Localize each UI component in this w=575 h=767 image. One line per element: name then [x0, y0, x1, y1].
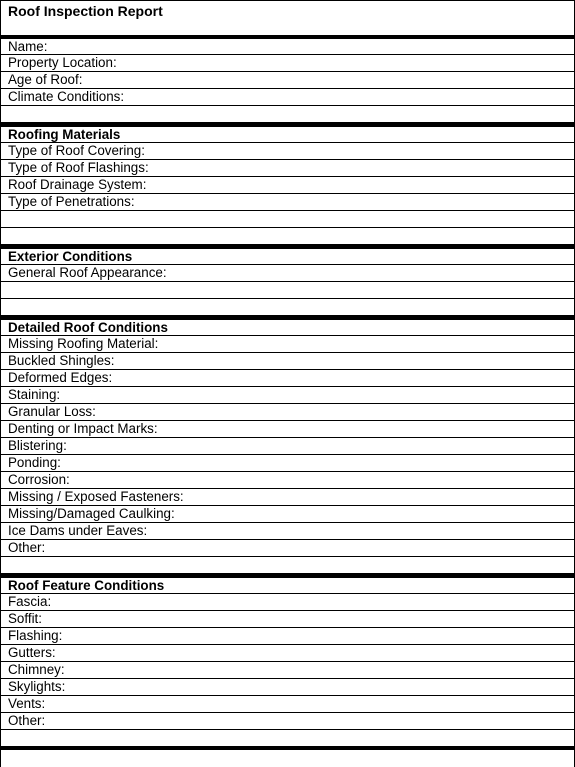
- section-exterior-conditions: [1, 245, 574, 316]
- form-field-row[interactable]: Type of Penetrations:: [1, 194, 574, 211]
- form-field-row[interactable]: Gutters:: [1, 645, 574, 662]
- form-field-row[interactable]: Skylights:: [1, 679, 574, 696]
- report-title: Roof Inspection Report: [8, 3, 163, 19]
- form-field-row[interactable]: Granular Loss:: [1, 404, 574, 421]
- blank-row[interactable]: [1, 557, 574, 574]
- form-field-row[interactable]: Vents:: [1, 696, 574, 713]
- section-header: Roofing Materials: [1, 126, 574, 143]
- form-sections: [1, 35, 574, 750]
- form-field-row[interactable]: Ponding:: [1, 455, 574, 472]
- section-general: [1, 35, 574, 123]
- blank-row[interactable]: [1, 299, 574, 316]
- form-field-row[interactable]: Corrosion:: [1, 472, 574, 489]
- form-field-row[interactable]: Climate Conditions:: [1, 89, 574, 106]
- section-roof-feature-conditions: [1, 574, 574, 747]
- form-field-row[interactable]: Ice Dams under Eaves:: [1, 523, 574, 540]
- form-field-row[interactable]: Other:: [1, 540, 574, 557]
- section-header: Exterior Conditions: [1, 248, 574, 265]
- form-field-row[interactable]: Flashing:: [1, 628, 574, 645]
- form-field-row[interactable]: Age of Roof:: [1, 72, 574, 89]
- form-field-row[interactable]: Blistering:: [1, 438, 574, 455]
- section-header: Detailed Roof Conditions: [1, 319, 574, 336]
- section-header: Roof Feature Conditions: [1, 577, 574, 594]
- blank-row[interactable]: [1, 282, 574, 299]
- form-field-row[interactable]: Other:: [1, 713, 574, 730]
- section-detailed-roof-conditions: [1, 316, 574, 574]
- form-field-row[interactable]: Fascia:: [1, 594, 574, 611]
- form-field-row[interactable]: Deformed Edges:: [1, 370, 574, 387]
- form-field-row[interactable]: Missing/Damaged Caulking:: [1, 506, 574, 523]
- blank-row[interactable]: [1, 730, 574, 747]
- form-field-row[interactable]: Buckled Shingles:: [1, 353, 574, 370]
- form-field-row[interactable]: Name:: [1, 38, 574, 55]
- blank-row[interactable]: [1, 106, 574, 123]
- form-field-row[interactable]: Soffit:: [1, 611, 574, 628]
- form-field-row[interactable]: General Roof Appearance:: [1, 265, 574, 282]
- blank-row[interactable]: [1, 228, 574, 245]
- section-divider: [1, 747, 574, 750]
- form-field-row[interactable]: Staining:: [1, 387, 574, 404]
- form-field-row[interactable]: Missing Roofing Material:: [1, 336, 574, 353]
- form-field-row[interactable]: Type of Roof Flashings:: [1, 160, 574, 177]
- form-field-row[interactable]: Roof Drainage System:: [1, 177, 574, 194]
- blank-row[interactable]: [1, 211, 574, 228]
- form-field-row[interactable]: Property Location:: [1, 55, 574, 72]
- section-roofing-materials: [1, 123, 574, 245]
- form-field-row[interactable]: Chimney:: [1, 662, 574, 679]
- form-field-row[interactable]: Type of Roof Covering:: [1, 143, 574, 160]
- form-field-row[interactable]: Denting or Impact Marks:: [1, 421, 574, 438]
- form-field-row[interactable]: Missing / Exposed Fasteners:: [1, 489, 574, 506]
